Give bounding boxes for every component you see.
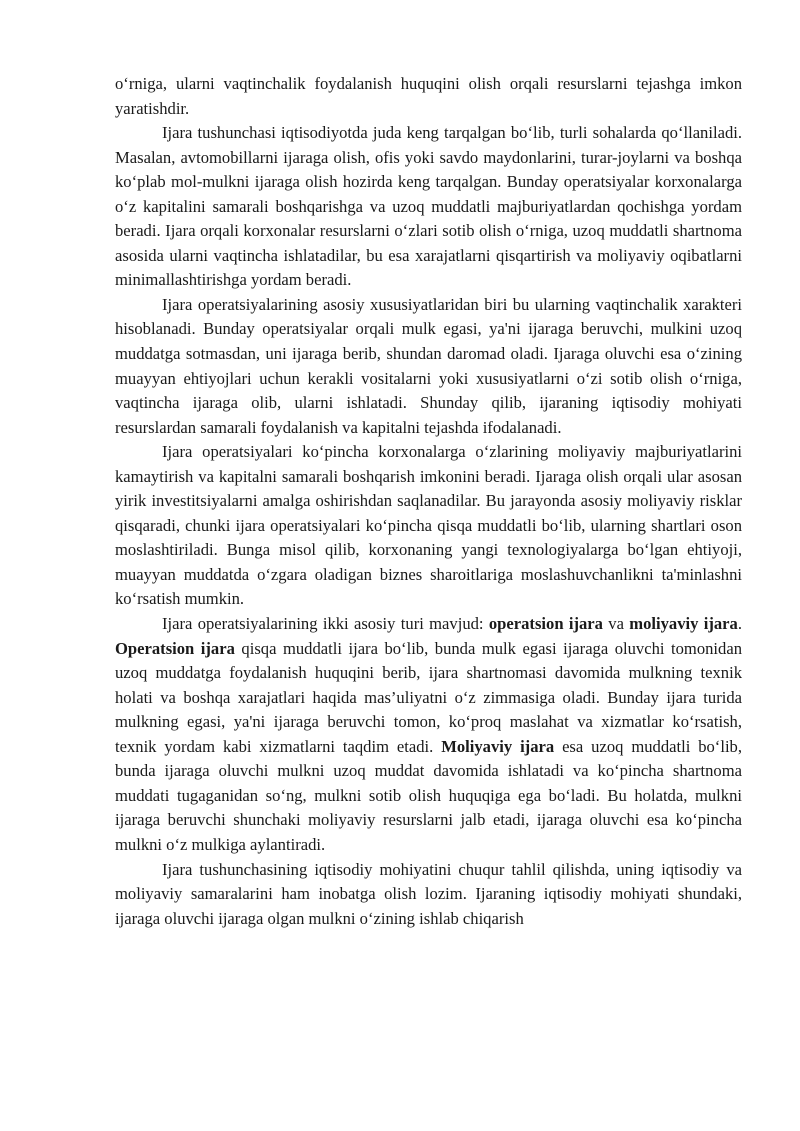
text-run: Ijara tushunchasining iqtisodiy mohiyatini chuqur tahlil qilishda, uning iqtisodiy va moliyaviy samaralarini ham inobatga olish lozim. Ijaraning iqtisodiy mohiyati shundaki, ijaraga oluvchi ijaraga olgan mulkni o‘zining ishlab chiqarish — [115, 859, 742, 928]
bold-term-moliyaviy-ijara: moliyaviy ijara — [629, 614, 738, 634]
text-run: Ijara operatsiyalarining ikki asosiy turi mavjud: — [162, 614, 489, 634]
text-run: Ijara operatsiyalari ko‘pincha korxonalarga o‘zlarining moliyaviy majburiyatlarini kamaytirish va kapitalni samarali boshqarish imkonini beradi. Ijaraga olish orqali ular asosan yirik investitsiyalarni amalga oshirishdan saqlanadilar. Bu jarayonda asosiy moliyaviy risklar qisqaradi, chunki ijara operatsiyalari ko‘pincha qisqa muddatli bo‘lib, ularning shartlari oson moslashtiriladi. Bunga misol qilib, korxonaning yangi texnologiyalarga bo‘lgan ehtiyoji, muayyan muddatda o‘zgara oladigan biznes sharoitlariga moslashuvchanlikni ta'minlashni ko‘rsatish mumkin. — [115, 442, 742, 609]
text-run: Ijara operatsiyalarining asosiy xususiyatlaridan biri bu ularning vaqtinchalik xarakteri hisoblanadi. Bunday operatsiyalar orqali mulk egasi, ya'ni ijaraga beruvchi, mulkini uzoq muddatga sotmasdan, uni ijaraga berib, shundan daromad oladi. Ijaraga oluvchi esa o‘zining muayyan ehtiyojlari uchun kerakli vositalarni yoki xususiyatlarni o‘zi sotib olish o‘rniga, vaqtincha ijaraga olib, ularni ishlatadi. Shunday qilib, ijaraning iqtisodiy mohiyati resurslardan samarali foydalanish va kapitalni tejashda ifodalanadi. — [115, 294, 742, 437]
document-page — [115, 72, 742, 931]
paragraph-ijara-tushunchasi — [115, 121, 742, 293]
text-run: qisqa muddatli ijara bo‘lib, bunda mulk egasi ijaraga oluvchi tomonidan uzoq muddatga foydalanish huquqini berib, ijara shartnomasi davomida mulkning texnik holati va boshqa xarajatlari haqida mas’uliyatni o‘z zimmasiga oladi. Bunday ijara turida mulkning egasi, ya'ni ijaraga beruvchi tomon, ko‘proq maslahat va xizmatlar ko‘rsatish, texnik yordam kabi xizmatlarni taqdim etadi. — [115, 638, 742, 756]
text-run: va — [602, 614, 630, 634]
paragraph-continuation — [115, 72, 742, 121]
text-run: Ijara tushunchasi iqtisodiyotda juda keng tarqalgan bo‘lib, turli sohalarda qo‘llaniladi. Masalan, avtomobillarni ijaraga olish, ofis yoki savdo maydonlarini, turar-joylarni va boshqa ko‘plab mol-mulkni ijaraga olish hozirda keng tarqalgan. Bunday operatsiyalar korxonalarga o‘z kapitalini samarali boshqarishga va uzoq muddatli majburiyatlardan qochishga yordam beradi. Ijara orqali korxonalar resurslarni o‘zlari sotib olish o‘rniga, uzoq muddatli shartnoma asosida ularni vaqtincha ishlatadilar, bu esa xarajatlarni qisqartirish va moliyaviy oqibatlarni minimallashtirishga yordam beradi. — [115, 123, 742, 290]
text-run: . — [737, 614, 742, 634]
paragraph-ijara-turlari — [115, 612, 742, 857]
paragraph-moliyaviy-majburiyatlar — [115, 440, 742, 612]
bold-term-operatsion-ijara: operatsion ijara — [488, 614, 603, 634]
bold-term-operatsion-ijara: Operatsion ijara — [115, 638, 235, 658]
paragraph-iqtisodiy-mohiyat — [115, 858, 742, 932]
text-run: esa uzoq muddatli bo‘lib, bunda ijaraga oluvchi mulkni uzoq muddat davomida ishlatadi va ko‘pincha shartnoma muddati tugaganidan so‘ng, mulkni sotib olish huquqiga ega bo‘ladi. Bu holatda, mulkni ijaraga beruvchi shunchaki moliyaviy resurslarni jalb etadi, ijaraga oluvchi esa ko‘pincha mulkni o‘z mulkiga aylantiradi. — [115, 736, 742, 854]
text-run: o‘rniga, ularni vaqtinchalik foydalanish huquqini olish orqali resurslarni tejashga imkon yaratishdir. — [115, 74, 742, 118]
paragraph-vaqtinchalik-xarakter — [115, 293, 742, 440]
bold-term-moliyaviy-ijara: Moliyaviy ijara — [441, 736, 555, 756]
